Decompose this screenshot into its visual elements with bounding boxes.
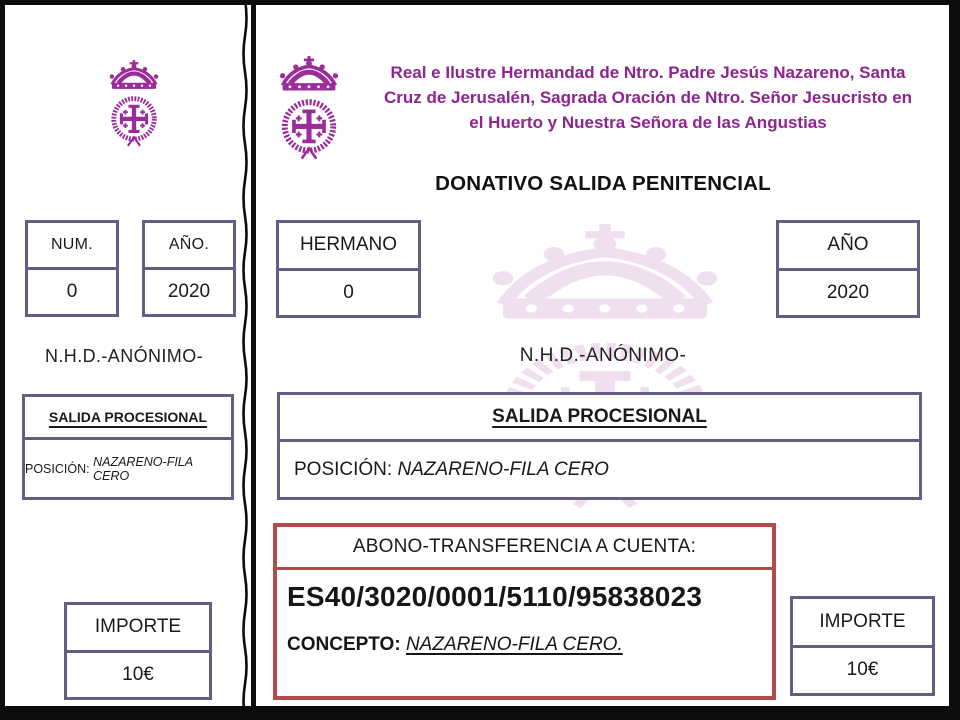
org-name (362, 60, 934, 135)
concept-value: NAZARENO-FILA CERO. (405, 634, 623, 655)
stub-number-value: 0 (28, 267, 116, 314)
org-name-line2: Cruz de Jerusalén, Sagrada Oración de Ntro. Señor Jesucristo en (383, 88, 913, 107)
amount-label: IMPORTE (819, 610, 906, 632)
stub-year-box (142, 220, 236, 317)
stub-amount-label: IMPORTE (94, 616, 182, 638)
hermandad-crest-icon (97, 60, 171, 152)
iban-account-number: ES40/3020/0001/5110/95838023 (287, 581, 703, 612)
stub-amount-value: 10€ (67, 650, 209, 698)
position-label: POSICIÓN: (294, 458, 393, 480)
stub-position-line (25, 437, 231, 497)
year-box (776, 220, 920, 318)
stub-procession-title: SALIDA PROCESIONAL (48, 409, 208, 425)
hermandad-crest-icon (265, 55, 353, 167)
stub-amount-box (64, 602, 212, 700)
stub-year-label: AÑO. (168, 236, 210, 253)
procession-title: SALIDA PROCESIONAL (492, 406, 707, 427)
stub-number-label: NUM. (50, 236, 94, 253)
ticket-left-border (251, 0, 256, 720)
stub-year-value: 2020 (145, 267, 233, 314)
position-value: NAZARENO-FILA CERO (397, 458, 609, 480)
org-name-line1: Real e Ilustre Hermandad de Ntro. Padre Jesús Nazareno, Santa (390, 63, 906, 82)
member-label: HERMANO (299, 234, 398, 256)
amount-box (790, 596, 935, 696)
payment-header: ABONO-TRANSFERENCIA A CUENTA: (277, 527, 772, 570)
payment-transfer-box (273, 523, 776, 700)
stub-number-box (25, 220, 119, 317)
position-line (280, 439, 919, 497)
concept-line (287, 634, 762, 656)
perforation-line (240, 0, 250, 720)
stub-procession-box (22, 394, 234, 500)
concept-label: CONCEPTO: (287, 634, 401, 655)
amount-value: 10€ (793, 645, 932, 694)
procession-box (277, 392, 922, 500)
member-value: 0 (279, 268, 418, 316)
stub-position-value: NAZARENO-FILA CERO (93, 454, 193, 483)
year-label: AÑO (827, 234, 869, 256)
document-title: DONATIVO SALIDA PENITENCIAL (435, 172, 771, 195)
stub-position-label: POSICIÓN: (25, 461, 90, 476)
org-name-line3: el Huerto y Nuestra Señora de las Angustias (469, 113, 827, 132)
holder-name: N.H.D.-ANÓNIMO- (519, 345, 687, 366)
payment-body (277, 570, 772, 696)
year-value: 2020 (779, 268, 917, 316)
stub-holder-name: N.H.D.-ANÓNIMO- (45, 346, 203, 366)
member-box (276, 220, 421, 318)
